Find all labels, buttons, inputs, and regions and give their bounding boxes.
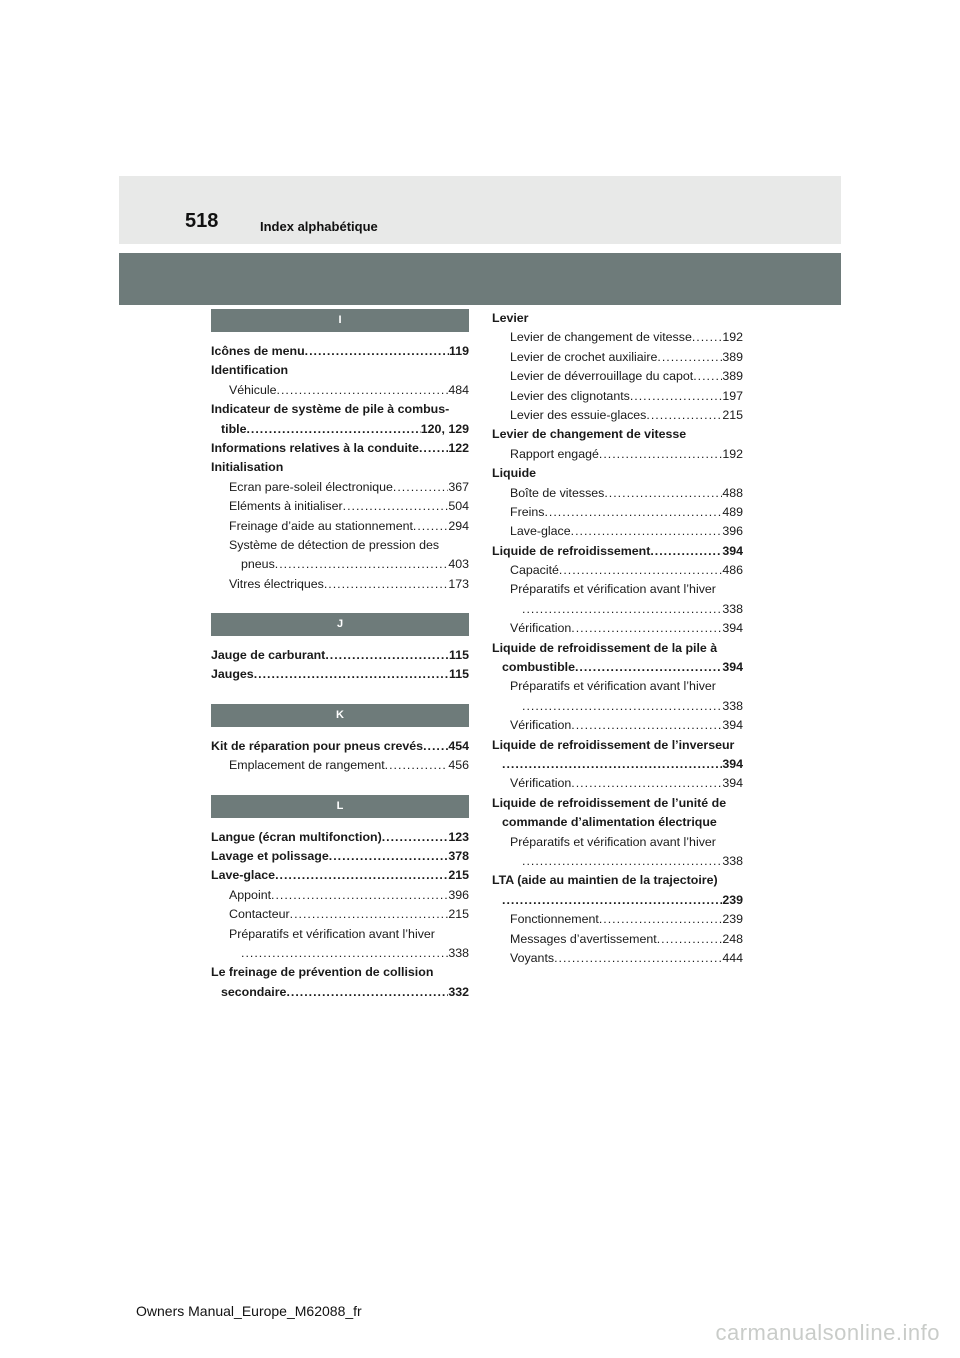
- footer-doc-id: Owners Manual_Europe_M62088_fr: [136, 1303, 362, 1319]
- index-entry: Liquide de refroidissement ..... 394: [492, 542, 743, 561]
- index-subentry: Préparatifs et vérification avant l’hiver: [510, 679, 716, 694]
- index-subentry: Préparatifs et vérification avant l’hiver: [510, 834, 716, 849]
- index-entry-continued: ..... 239: [492, 891, 743, 910]
- page-title: Index alphabétique: [260, 219, 378, 234]
- index-subentry: Levier de changement de vitesse ..... 192: [492, 328, 743, 347]
- index-entry: Kit de réparation pour pneus crevés ..... 454: [211, 737, 469, 756]
- index-subentry: Contacteur ..... 215: [211, 905, 469, 924]
- index-subentry-continued: ..... 338: [211, 944, 469, 963]
- index-subentry: Vitres électriques ..... 173: [211, 575, 469, 594]
- page-number: 518: [185, 210, 219, 232]
- index-entry: Icônes de menu ..... 119: [211, 342, 469, 361]
- section-header-j: J: [211, 613, 469, 636]
- index-column-left: [211, 309, 469, 1002]
- index-subentry-continued: pneus ..... 403: [211, 555, 469, 574]
- index-entry-continued: commande d’alimentation électrique: [502, 815, 717, 830]
- header-bar: [119, 176, 841, 244]
- index-subentry: Freinage d’aide au stationnement ..... 294: [211, 517, 469, 536]
- index-column-right: [492, 309, 743, 968]
- section-header-i: I: [211, 309, 469, 332]
- index-subentry: Freins ..... 489: [492, 503, 743, 522]
- watermark: carmanualsonline.info: [715, 1320, 940, 1345]
- index-subentry: Appoint ..... 396: [211, 886, 469, 905]
- index-subentry: Vérification ..... 394: [492, 716, 743, 735]
- index-subentry: Vérification ..... 394: [492, 619, 743, 638]
- index-subentry: Capacité ..... 486: [492, 561, 743, 580]
- index-entry: Le freinage de prévention de collision: [211, 965, 434, 980]
- index-entry: Lavage et polissage ..... 378: [211, 847, 469, 866]
- index-entry: Liquide de refroidissement de la pile à: [492, 640, 718, 655]
- index-subentry: Ecran pare-soleil électronique ..... 367: [211, 478, 469, 497]
- index-subentry: Messages d’avertissement ..... 248: [492, 930, 743, 949]
- index-subentry: Véhicule ..... 484: [211, 381, 469, 400]
- index-subentry: Levier des essuie-glaces ..... 215: [492, 406, 743, 425]
- index-entry: Jauge de carburant ..... 115: [211, 646, 469, 665]
- index-entry: LTA (aide au maintien de la trajectoire): [492, 873, 718, 888]
- index-entry-continued: combustible ..... 394: [492, 658, 743, 677]
- index-subentry: Lave-glace ..... 396: [492, 522, 743, 541]
- index-subentry-continued: ..... 338: [492, 697, 743, 716]
- index-entry: Initialisation: [211, 460, 284, 475]
- index-subentry: Voyants ..... 444: [492, 949, 743, 968]
- index-entry: Informations relatives à la conduite ..... 122: [211, 439, 469, 458]
- index-entry-continued: tible ..... 120, 129: [211, 420, 469, 439]
- index-subentry: Eléments à initialiser ..... 504: [211, 497, 469, 516]
- index-entry: Identification: [211, 363, 289, 378]
- section-header-k: K: [211, 704, 469, 727]
- index-entry: Liquide de refroidissement de l’inverseur: [492, 737, 735, 752]
- index-subentry: Boîte de vitesses ..... 488: [492, 484, 743, 503]
- header-band: [119, 253, 841, 305]
- index-subentry: Emplacement de rangement ..... 456: [211, 756, 469, 775]
- index-entry: Liquide de refroidissement de l’unité de: [492, 795, 727, 810]
- index-subentry: Levier des clignotants ..... 197: [492, 387, 743, 406]
- index-subentry: Préparatifs et vérification avant l’hiver: [510, 582, 716, 597]
- index-subentry: Rapport engagé ..... 192: [492, 445, 743, 464]
- index-subentry: Levier de crochet auxiliaire ..... 389: [492, 348, 743, 367]
- section-header-l: L: [211, 795, 469, 818]
- index-subentry-continued: ..... 338: [492, 600, 743, 619]
- index-subentry-continued: ..... 338: [492, 852, 743, 871]
- index-subentry: Fonctionnement ..... 239: [492, 910, 743, 929]
- index-subentry: Préparatifs et vérification avant l’hiver: [229, 926, 435, 941]
- index-entry-continued: secondaire ..... 332: [211, 983, 469, 1002]
- index-entry: Levier de changement de vitesse: [492, 427, 687, 442]
- index-subentry: Système de détection de pression des: [229, 537, 440, 552]
- index-entry: Liquide: [492, 466, 537, 481]
- index-entry: Jauges ..... 115: [211, 665, 469, 684]
- index-entry: Lave-glace ..... 215: [211, 866, 469, 885]
- index-subentry: Levier de déverrouillage du capot ..... 389: [492, 367, 743, 386]
- index-entry: Indicateur de système de pile à combus-: [211, 402, 450, 417]
- index-entry: Levier: [492, 311, 529, 325]
- index-subentry: Vérification ..... 394: [492, 774, 743, 793]
- index-entry-continued: ..... 394: [492, 755, 743, 774]
- index-entry: Langue (écran multifonction) ..... 123: [211, 828, 469, 847]
